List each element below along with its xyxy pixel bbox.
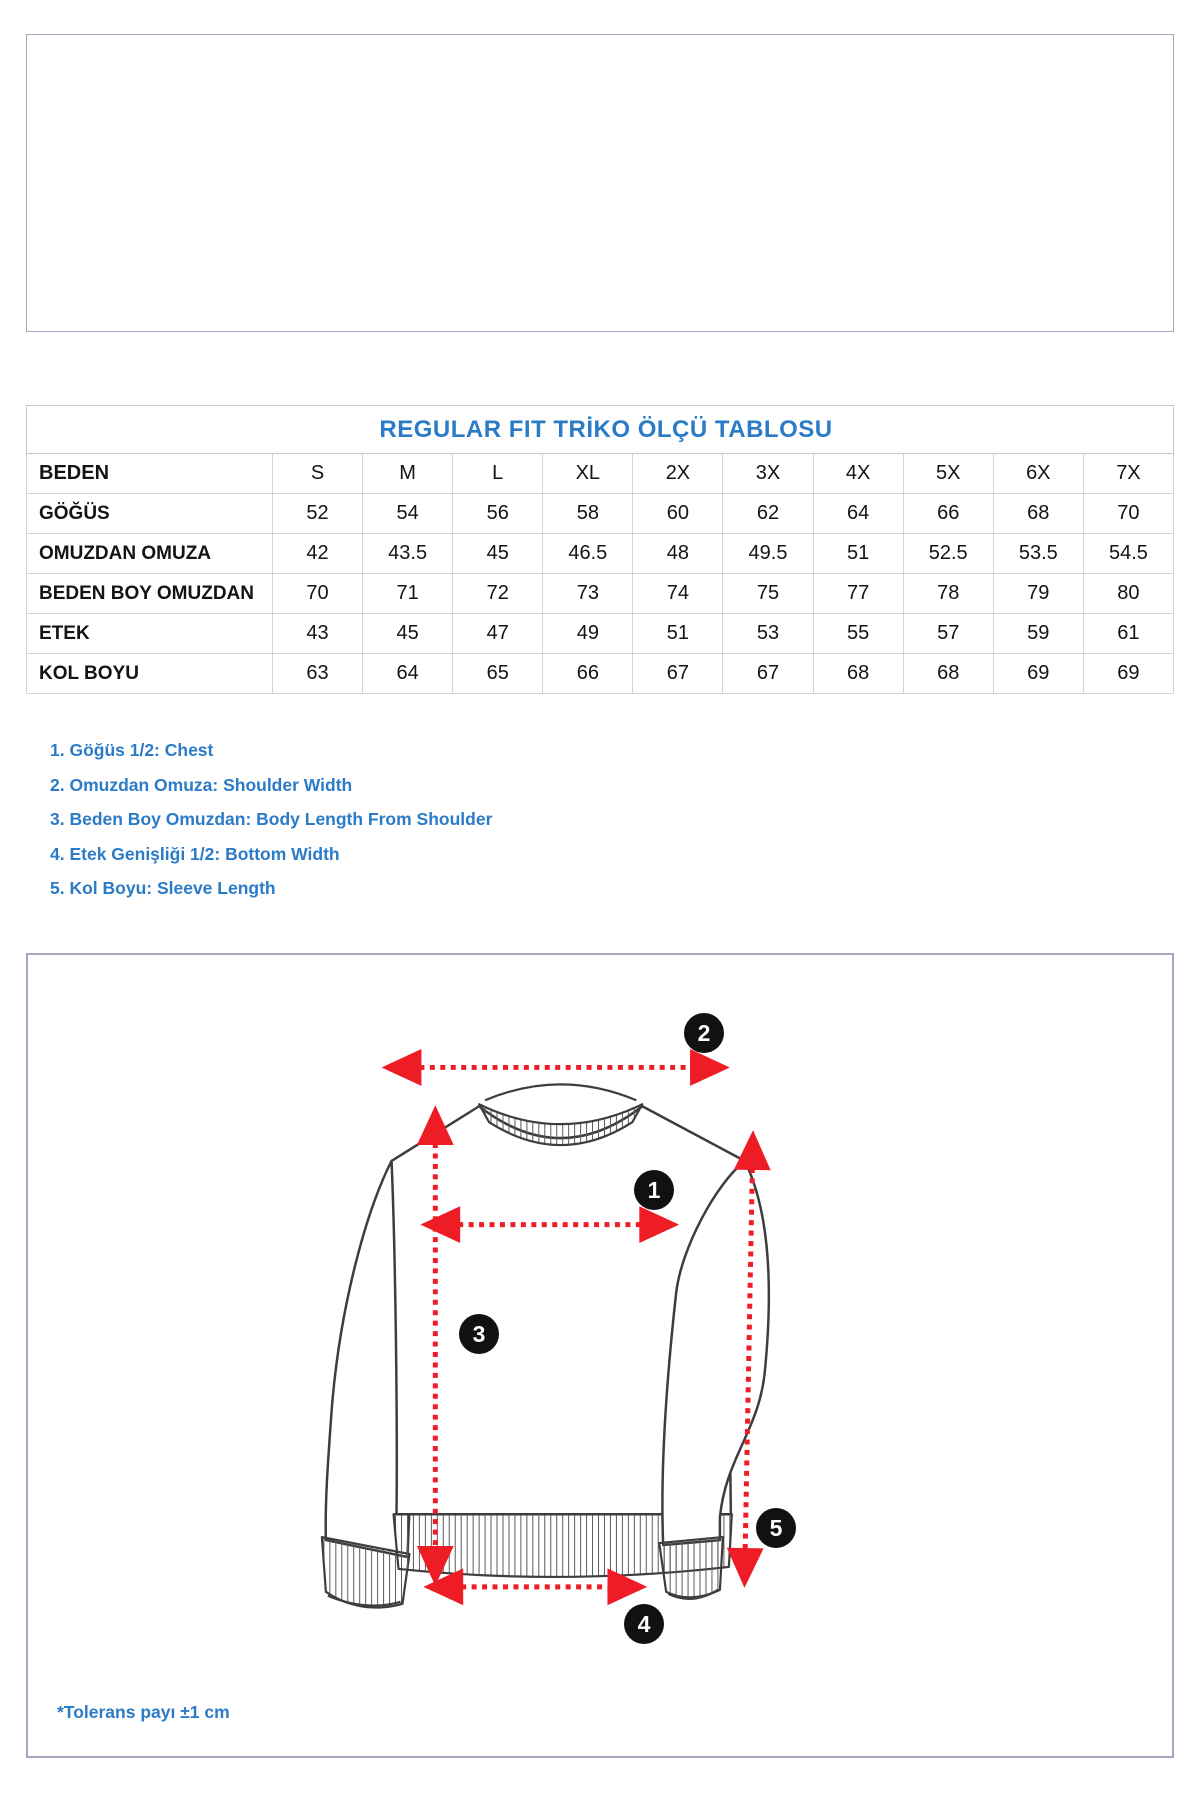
size-value-cell: 47 xyxy=(453,614,543,654)
size-column-header: M xyxy=(363,454,453,494)
size-value-cell: 58 xyxy=(543,494,633,534)
size-value-cell: 51 xyxy=(813,534,903,574)
size-value-cell: 55 xyxy=(813,614,903,654)
measurement-marker-3: 3 xyxy=(459,1314,499,1354)
size-value-cell: 79 xyxy=(993,574,1083,614)
size-value-cell: 54 xyxy=(363,494,453,534)
size-column-header: S xyxy=(273,454,363,494)
size-column-header: XL xyxy=(543,454,633,494)
size-value-cell: 48 xyxy=(633,534,723,574)
size-value-cell: 63 xyxy=(273,654,363,694)
measurement-row xyxy=(27,494,1174,534)
size-value-cell: 60 xyxy=(633,494,723,534)
size-value-cell: BEDEN BOY OMUZDAN xyxy=(27,574,273,614)
sweater-diagram-box xyxy=(26,953,1174,1758)
table-title: REGULAR FIT TRİKO ÖLÇÜ TABLOSU xyxy=(27,406,1174,454)
size-value-cell: ETEK xyxy=(27,614,273,654)
size-value-cell: GÖĞÜS xyxy=(27,494,273,534)
size-value-cell: 78 xyxy=(903,574,993,614)
size-value-cell: 46.5 xyxy=(543,534,633,574)
size-column-header: 4X xyxy=(813,454,903,494)
size-value-cell: 61 xyxy=(1083,614,1173,654)
size-value-cell: 66 xyxy=(543,654,633,694)
size-value-cell: 70 xyxy=(1083,494,1173,534)
size-table-section xyxy=(26,405,1174,694)
size-value-cell: 42 xyxy=(273,534,363,574)
size-value-cell: 72 xyxy=(453,574,543,614)
size-value-cell: 43 xyxy=(273,614,363,654)
measurement-row xyxy=(27,574,1174,614)
size-value-cell: 65 xyxy=(453,654,543,694)
size-value-cell: 59 xyxy=(993,614,1083,654)
size-value-cell: 52.5 xyxy=(903,534,993,574)
size-value-cell: 51 xyxy=(633,614,723,654)
image-placeholder-box xyxy=(26,34,1174,332)
right-cuff xyxy=(659,1537,723,1597)
size-table xyxy=(26,405,1174,694)
size-column-header: 5X xyxy=(903,454,993,494)
size-column-header: 3X xyxy=(723,454,813,494)
size-value-cell: 45 xyxy=(453,534,543,574)
size-value-cell: 57 xyxy=(903,614,993,654)
size-value-cell: 80 xyxy=(1083,574,1173,614)
size-column-header: L xyxy=(453,454,543,494)
size-value-cell: 64 xyxy=(363,654,453,694)
measurement-row xyxy=(27,534,1174,574)
size-value-cell: 56 xyxy=(453,494,543,534)
size-value-cell: 53.5 xyxy=(993,534,1083,574)
size-value-cell: 69 xyxy=(1083,654,1173,694)
size-value-cell: 43.5 xyxy=(363,534,453,574)
size-value-cell: 75 xyxy=(723,574,813,614)
size-value-cell: OMUZDAN OMUZA xyxy=(27,534,273,574)
size-column-header: 2X xyxy=(633,454,723,494)
measurement-row xyxy=(27,654,1174,694)
size-value-cell: 53 xyxy=(723,614,813,654)
size-value-cell: 69 xyxy=(993,654,1083,694)
size-value-cell: 45 xyxy=(363,614,453,654)
size-value-cell: 52 xyxy=(273,494,363,534)
legend-item: 5. Kol Boyu: Sleeve Length xyxy=(50,878,276,898)
size-value-cell: KOL BOYU xyxy=(27,654,273,694)
size-column-header: 7X xyxy=(1083,454,1173,494)
size-value-cell: 66 xyxy=(903,494,993,534)
size-value-cell: 71 xyxy=(363,574,453,614)
measurement-marker-5: 5 xyxy=(756,1508,796,1548)
legend-item: 4. Etek Genişliği 1/2: Bottom Width xyxy=(50,843,340,864)
size-column-header: 6X xyxy=(993,454,1083,494)
size-value-cell: 68 xyxy=(993,494,1083,534)
size-value-cell: 74 xyxy=(633,574,723,614)
size-value-cell: 54.5 xyxy=(1083,534,1173,574)
size-value-cell: 68 xyxy=(903,654,993,694)
size-value-cell: 77 xyxy=(813,574,903,614)
table-title-row xyxy=(27,406,1174,454)
size-column-header: BEDEN xyxy=(27,454,273,494)
size-header-row xyxy=(27,454,1174,494)
tolerance-note: *Tolerans payı ±1 cm xyxy=(57,1702,230,1722)
back-collar-line xyxy=(485,1084,636,1100)
size-value-cell: 49 xyxy=(543,614,633,654)
legend-item: 1. Göğüs 1/2: Chest xyxy=(50,740,214,760)
size-value-cell: 68 xyxy=(813,654,903,694)
measurement-row xyxy=(27,614,1174,654)
measurement-marker-1: 1 xyxy=(634,1170,674,1210)
measurement-marker-2: 2 xyxy=(684,1013,724,1053)
size-value-cell: 73 xyxy=(543,574,633,614)
size-value-cell: 64 xyxy=(813,494,903,534)
size-value-cell: 67 xyxy=(723,654,813,694)
sweater-drawing xyxy=(28,955,1173,1756)
measurement-marker-4: 4 xyxy=(624,1604,664,1644)
measurement-legend xyxy=(50,742,492,915)
size-value-cell: 70 xyxy=(273,574,363,614)
size-value-cell: 62 xyxy=(723,494,813,534)
size-value-cell: 49.5 xyxy=(723,534,813,574)
legend-item: 2. Omuzdan Omuza: Shoulder Width xyxy=(50,774,353,795)
legend-item: 3. Beden Boy Omuzdan: Body Length From Shoulder xyxy=(50,809,493,829)
size-value-cell: 67 xyxy=(633,654,723,694)
